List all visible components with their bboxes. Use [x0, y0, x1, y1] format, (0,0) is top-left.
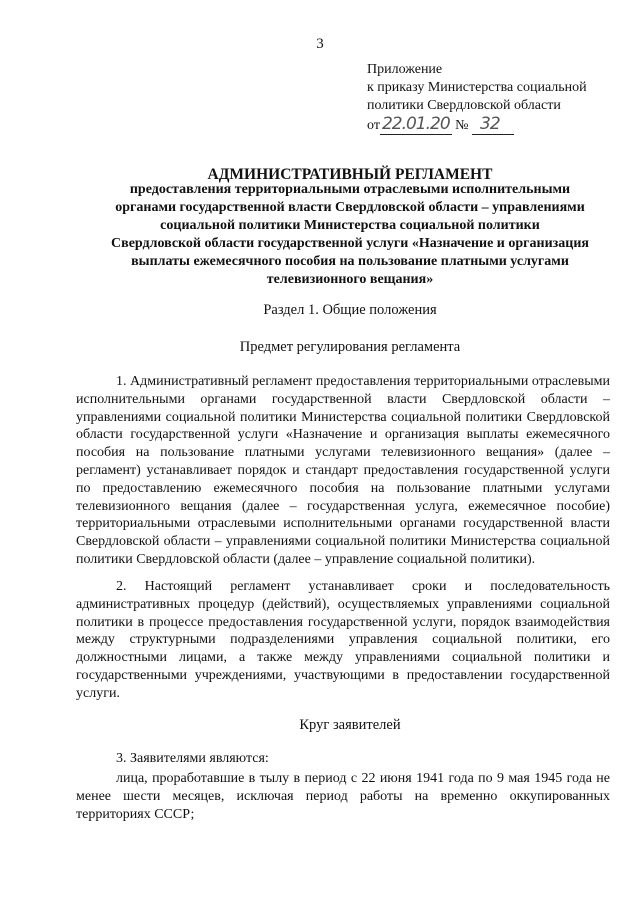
subtitle-line: выплаты ежемесячного пособия на пользование платными услугами: [131, 254, 569, 269]
handwritten-date: 22.01.20: [381, 114, 450, 134]
number-prefix: №: [455, 118, 469, 133]
subtitle-line: социальной политики Министерства социальной политики: [160, 218, 540, 233]
paragraph-3-intro: 3. Заявителями являются:: [116, 751, 269, 766]
handwritten-number: 32: [472, 114, 514, 135]
subtitle-line: органами государственной власти Свердловской области – управлениями: [115, 200, 585, 215]
annex-block: [367, 61, 629, 135]
applicants-heading: Круг заявителей: [299, 717, 401, 733]
annex-line-1: Приложение: [367, 62, 443, 77]
subject-heading: Предмет регулирования регламента: [239, 339, 461, 355]
subtitle-line: Свердловской области государственной услуги «Назначение и организация: [111, 236, 589, 251]
paragraph-3-item-text: лица, проработавшие в тылу в период с 22 июня 1941 года по 9 мая 1945 года не менее шести месяцев, исключая период работы на временно оккупированных территориях СССР;: [76, 771, 610, 822]
date-prefix: от: [367, 118, 380, 133]
paragraph-1: [76, 373, 610, 569]
annex-line-3: политики Свердловской области: [367, 98, 561, 113]
section-heading: Раздел 1. Общие положения: [263, 302, 437, 318]
paragraph-1-text: 1. Административный регламент предоставления территориальными отраслевыми исполнительными органами государственной власти Свердловской области – управлениями социальной политики Министерства социальной политики Свердловской области государственной услуги «Назначение и организация выплаты ежемесячного пособия на пользование платными услугами телевизионного вещания» (далее – регламент) устанавливает порядок и стандарт предоставления государственной услуги по предоставлению ежемесячного пособия на пользование платными услугами телевизионного вещания (далее – государственная услуга, ежемесячное пособие) территориальными отраслевыми исполнительными органами государственной власти Свердловской области – управлениями социальной политики Министерства социальной политики Свердловской области (далее – управление социальной политики).: [76, 374, 610, 567]
paragraph-2: [76, 578, 610, 703]
annex-date-line: [367, 115, 629, 135]
paragraph-2-text: 2. Настоящий регламент устанавливает сроки и последовательность административных процедур (действий), осуществляемых управлениями социальной политики в процессе предоставления государственной услуги, порядок взаимодействия между структурными подразделениями управления социальной политики, его должностными лицами, а также между управлениями социальной политики и государственными учреждениями, участвующими в предоставлении государственной услуги.: [76, 579, 610, 701]
document-title: АДМИНИСТРАТИВНЫЙ РЕГЛАМЕНТ: [207, 166, 493, 183]
paragraph-3-item: [76, 770, 610, 823]
subtitle-line: телевизионного вещания»: [266, 272, 434, 287]
annex-line-2: к приказу Министерства социальной: [367, 80, 587, 95]
page-number: 3: [316, 36, 324, 52]
document-subtitle: [64, 181, 636, 289]
subtitle-line: предоставления территориальными отраслевыми исполнительными: [129, 182, 571, 197]
